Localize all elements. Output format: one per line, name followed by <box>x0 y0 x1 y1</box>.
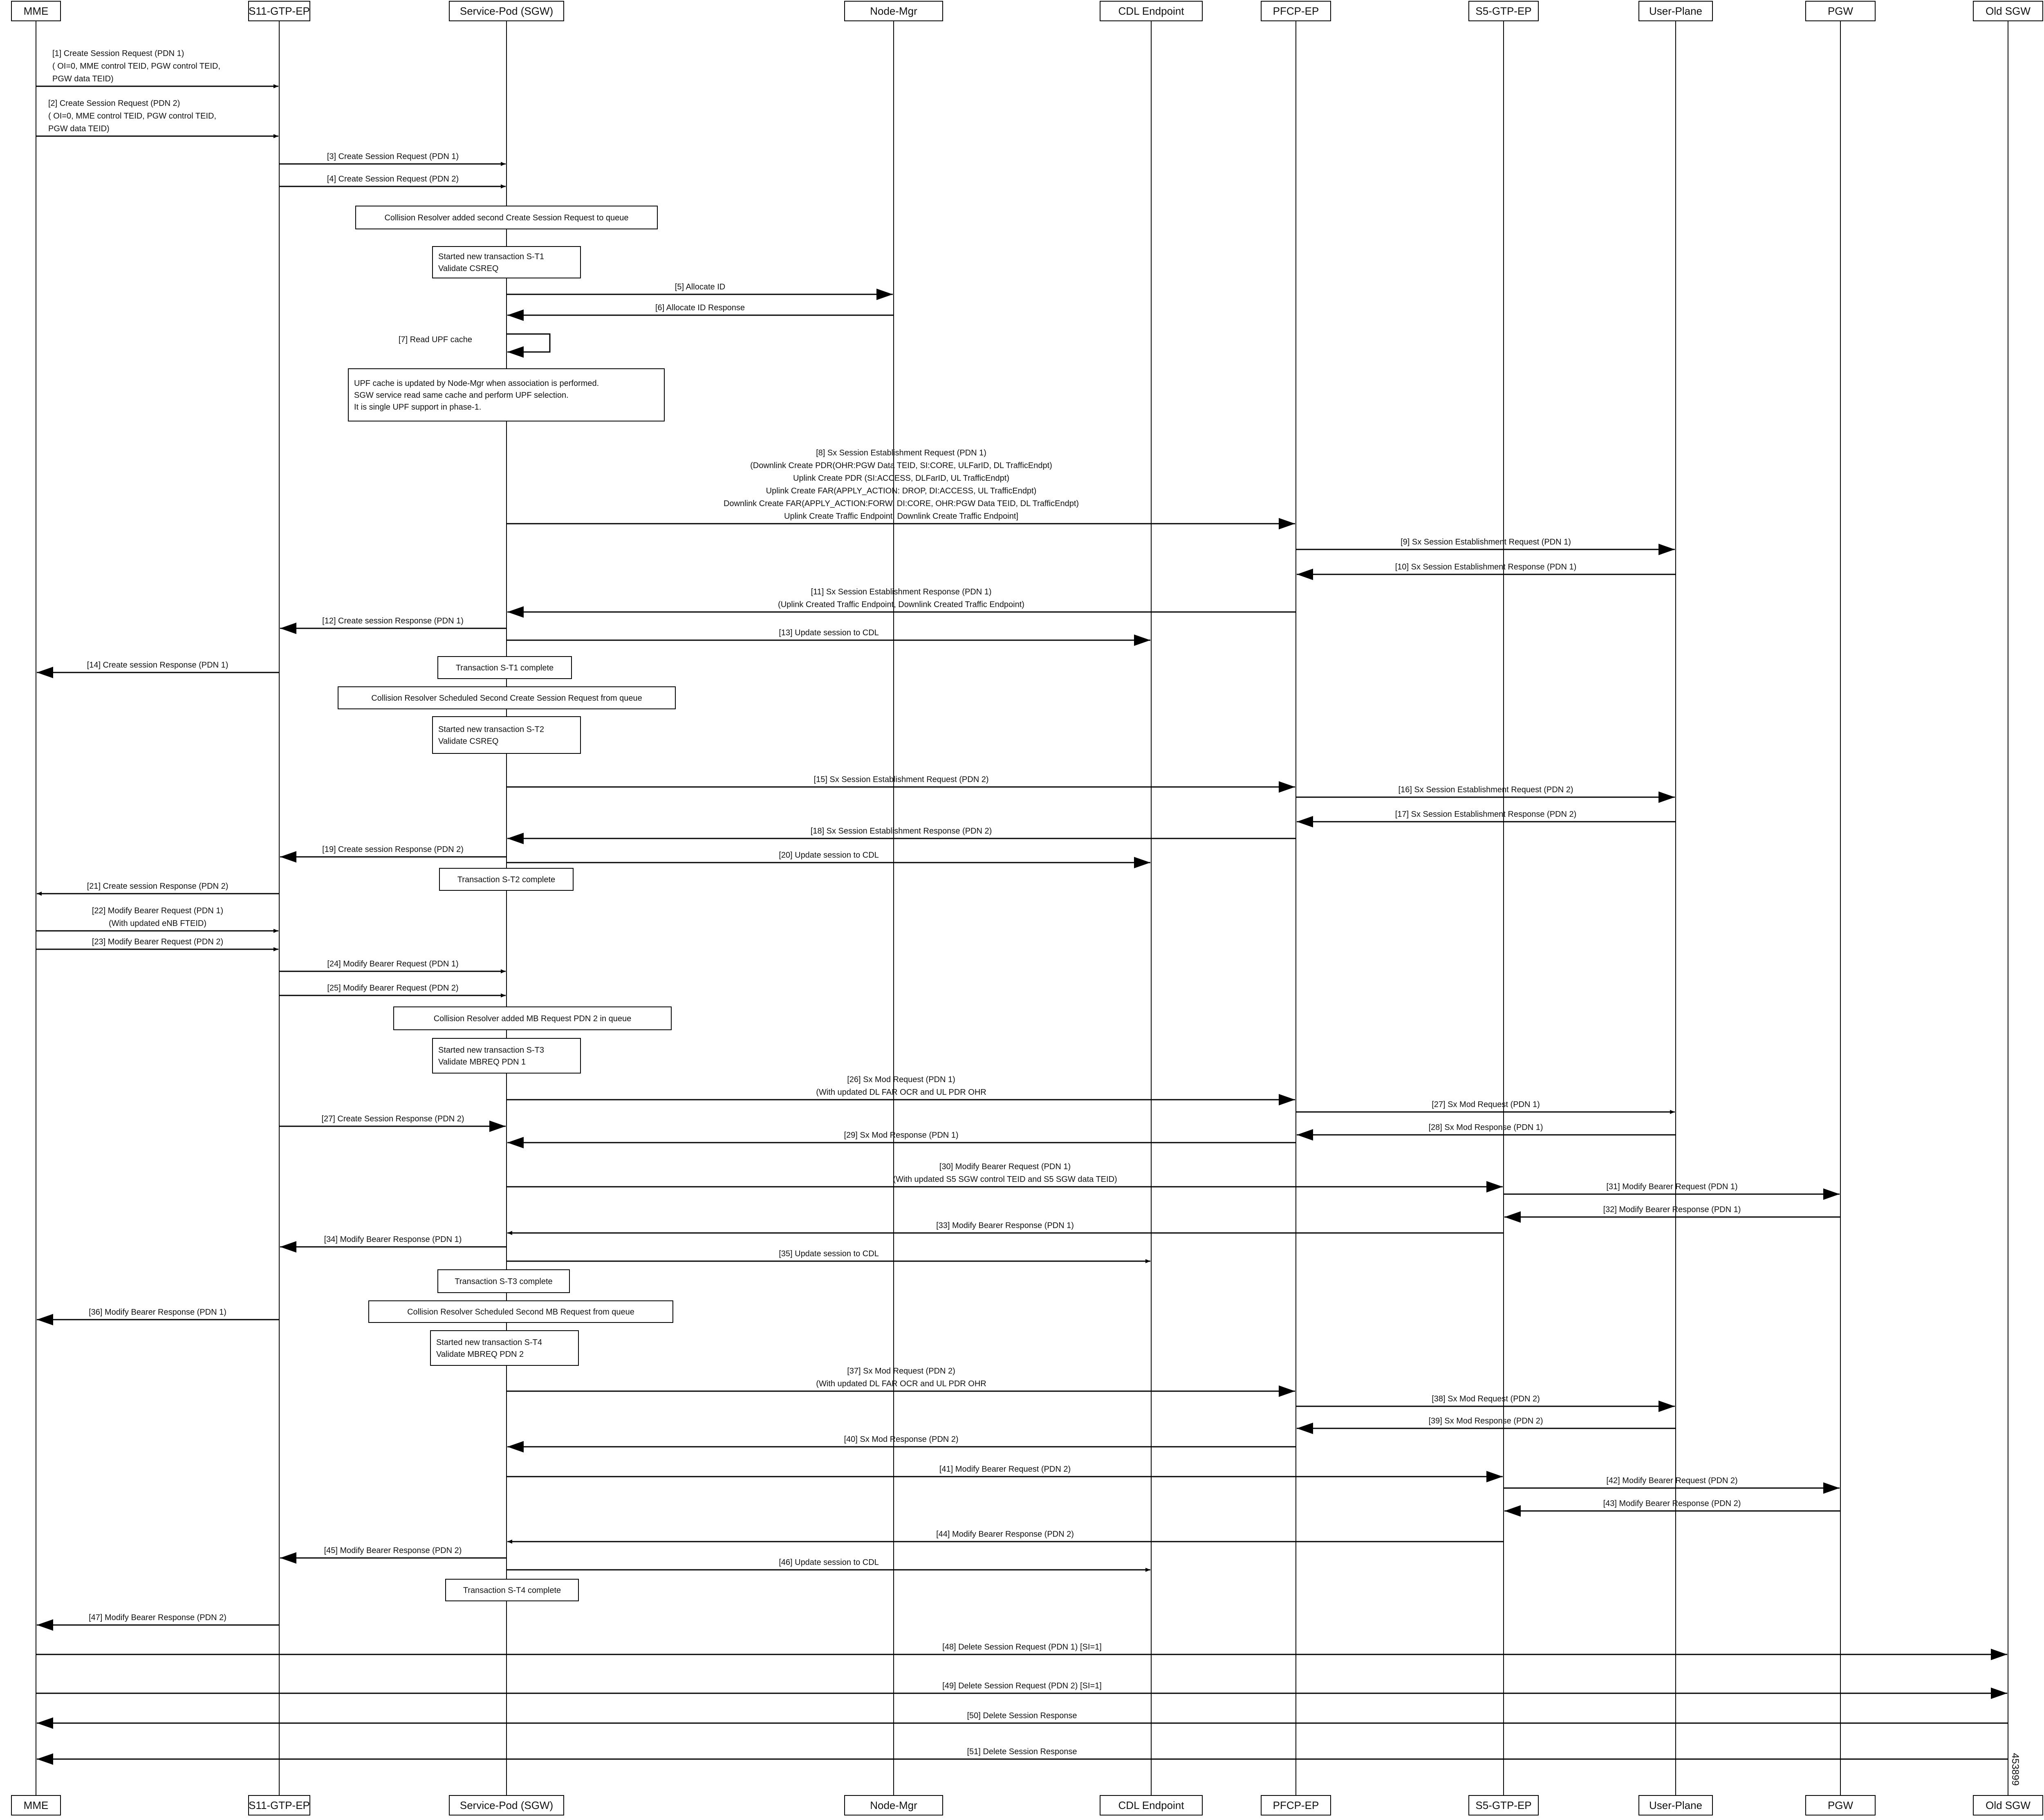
message-label: [36] Modify Bearer Response (PDN 1) <box>89 1308 226 1317</box>
message-13 <box>507 628 1150 640</box>
message-label: [20] Update session to CDL <box>779 851 879 860</box>
message-label: [15] Sx Session Establishment Request (PDN 2) <box>814 775 989 784</box>
note-5 <box>338 687 675 709</box>
participant-box-mme-bottom <box>11 1795 61 1815</box>
participant-label: Node-Mgr <box>870 5 917 17</box>
participant-label: MME <box>23 5 49 17</box>
participant-box-user-plane-top <box>1639 1 1712 21</box>
message-12 <box>280 616 507 628</box>
message-label: [27] Sx Mod Request (PDN 1) <box>1432 1100 1540 1109</box>
note-3 <box>348 369 664 421</box>
participant-box-node-mgr-top <box>845 1 943 21</box>
participant-box-s11-gtp-ep-bottom <box>249 1795 310 1815</box>
message-41 <box>507 1435 1296 1447</box>
figure-id: 453899 <box>2010 1753 2021 1786</box>
participant-label: PFCP-EP <box>1273 5 1319 17</box>
participant-label: Service-Pod (SGW) <box>459 1799 554 1811</box>
message-39 <box>1296 1394 1675 1406</box>
message-20 <box>507 851 1150 863</box>
message-8 <box>507 448 1295 524</box>
participant-label: Old SGW <box>1986 5 2031 17</box>
message-label: Downlink Create FAR(APPLY_ACTION:FORW, DI:CORE, OHR:PGW Data TEID, DL TrafficEndpt) <box>723 499 1079 508</box>
message-label: [22] Modify Bearer Request (PDN 1) <box>92 906 224 915</box>
participant-box-old-sgw-top <box>1973 1 2043 21</box>
participant-box-pgw-top <box>1806 1 1875 21</box>
message-label: [33] Modify Bearer Response (PDN 1) <box>936 1221 1074 1230</box>
message-34 <box>507 1221 1504 1233</box>
participant-box-s5-gtp-ep-bottom <box>1469 1795 1538 1815</box>
message-25 <box>279 984 506 995</box>
message-46 <box>280 1546 507 1558</box>
message-6 <box>507 303 894 315</box>
participant-label: PFCP-EP <box>1273 1799 1319 1811</box>
participant-box-node-mgr-bottom <box>845 1795 943 1815</box>
message-label: [30] Modify Bearer Request (PDN 1) <box>939 1162 1071 1171</box>
message-label: [5] Allocate ID <box>675 282 726 291</box>
message-9 <box>1296 538 1675 549</box>
message-30 <box>507 1131 1296 1143</box>
message-22 <box>36 906 278 931</box>
note-text: Validate MBREQ PDN 1 <box>438 1058 526 1067</box>
message-label: [39] Sx Mod Response (PDN 2) <box>1428 1417 1543 1426</box>
message-27 <box>1296 1100 1675 1112</box>
message-47 <box>507 1558 1150 1570</box>
message-label: [6] Allocate ID Response <box>655 303 745 312</box>
message-7 <box>399 334 550 352</box>
message-label: [43] Modify Bearer Response (PDN 2) <box>1603 1499 1741 1508</box>
participant-label: Old SGW <box>1986 1799 2031 1811</box>
participant-box-service-pod-sgw-top <box>449 1 564 21</box>
participant-label: MME <box>23 1799 49 1811</box>
message-label: [9] Sx Session Establishment Request (PDN 1) <box>1401 538 1571 547</box>
message-label: Uplink Create FAR(APPLY_ACTION: DROP, DI:ACCESS, UL TrafficEndpt) <box>766 486 1037 495</box>
message-label: PGW data TEID) <box>48 124 110 133</box>
message-3 <box>279 152 506 164</box>
note-text: Transaction S-T2 complete <box>457 875 556 884</box>
message-label: [4] Create Session Request (PDN 2) <box>327 175 459 184</box>
message-label: [42] Modify Bearer Request (PDN 2) <box>1606 1476 1738 1485</box>
note-text: Started new transaction S-T4 <box>436 1338 542 1347</box>
message-10 <box>1297 563 1676 574</box>
message-44 <box>1504 1499 1840 1511</box>
message-label: [7] Read UPF cache <box>398 335 472 344</box>
message-label: [35] Update session to CDL <box>779 1249 879 1258</box>
message-1 <box>36 49 278 86</box>
participant-label: PGW <box>1827 1799 1853 1811</box>
message-label: [46] Update session to CDL <box>779 1558 879 1567</box>
message-31 <box>507 1162 1503 1187</box>
message-26 <box>507 1075 1295 1100</box>
participant-label: CDL Endpoint <box>1118 1799 1184 1811</box>
message-label: [17] Sx Session Establishment Response (PDN 2) <box>1395 810 1577 819</box>
message-label: (Downlink Create PDR(OHR:PGW Data TEID, SI:CORE, ULFarID, DL TrafficEndpt) <box>750 461 1052 470</box>
message-label: [26] Sx Mod Request (PDN 1) <box>847 1075 955 1084</box>
message-label: [24] Modify Bearer Request (PDN 1) <box>327 959 459 968</box>
message-label: [48] Delete Session Request (PDN 1) [SI=1] <box>942 1643 1102 1652</box>
message-label: [34] Modify Bearer Response (PDN 1) <box>324 1235 462 1244</box>
message-18 <box>507 827 1296 838</box>
message-label: Uplink Create Traffic Endpoint, Downlink Create Traffic Endpoint] <box>784 512 1018 521</box>
message-37 <box>37 1308 279 1320</box>
message-label: [25] Modify Bearer Request (PDN 2) <box>327 984 459 993</box>
message-38 <box>507 1367 1295 1391</box>
message-17 <box>1297 810 1676 822</box>
message-label: [12] Create session Response (PDN 1) <box>322 616 464 625</box>
note-text: Validate CSREQ <box>438 264 499 273</box>
note-4 <box>438 657 572 679</box>
participant-label: User-Plane <box>1649 5 1703 17</box>
message-2 <box>36 99 278 136</box>
participant-label: User-Plane <box>1649 1799 1703 1811</box>
message-label: [18] Sx Session Establishment Response (PDN 2) <box>810 827 992 836</box>
participant-box-s11-gtp-ep-top <box>249 1 310 21</box>
message-label: [45] Modify Bearer Response (PDN 2) <box>324 1546 462 1555</box>
message-label: (With updated DL FAR OCR and UL PDR OHR <box>816 1088 986 1097</box>
participant-label: S11-GTP-EP <box>249 1799 310 1811</box>
message-arrow <box>507 334 550 352</box>
message-label: [44] Modify Bearer Response (PDN 2) <box>936 1530 1074 1539</box>
participant-box-cdl-endpoint-top <box>1100 1 1202 21</box>
note-text: Started new transaction S-T2 <box>438 725 545 734</box>
message-4 <box>279 175 506 186</box>
message-label: [8] Sx Session Establishment Request (PDN 1) <box>816 448 986 457</box>
note-text: Collision Resolver Scheduled Second Create Session Request from queue <box>371 694 642 703</box>
message-label: [13] Update session to CDL <box>779 628 879 637</box>
message-label: [50] Delete Session Response <box>967 1711 1077 1720</box>
message-label: [1] Create Session Request (PDN 1) <box>52 49 184 58</box>
message-21 <box>37 882 279 894</box>
message-43 <box>1504 1476 1840 1488</box>
message-label: [41] Modify Bearer Request (PDN 2) <box>939 1465 1071 1474</box>
note-text: Started new transaction S-T1 <box>438 252 545 261</box>
note-text: Collision Resolver added MB Request PDN 2 in queue <box>433 1014 632 1023</box>
message-label: [2] Create Session Request (PDN 2) <box>48 99 180 108</box>
note-13 <box>446 1579 578 1601</box>
message-40 <box>1297 1417 1676 1428</box>
note-text: Validate MBREQ PDN 2 <box>436 1350 524 1359</box>
message-label: Uplink Create PDR (SI:ACCESS, DLFarID, UL TrafficEndpt) <box>793 474 1010 483</box>
participant-box-s5-gtp-ep-top <box>1469 1 1538 21</box>
participant-label: S11-GTP-EP <box>249 5 310 17</box>
message-15 <box>507 775 1295 787</box>
note-9 <box>433 1038 580 1073</box>
note-frame <box>433 717 580 753</box>
message-label: [23] Modify Bearer Request (PDN 2) <box>92 937 224 946</box>
message-label: [3] Create Session Request (PDN 1) <box>327 152 459 161</box>
note-7 <box>439 868 573 890</box>
participant-box-service-pod-sgw-bottom <box>449 1795 564 1815</box>
note-text: SGW service read same cache and perform UPF selection. <box>354 391 569 400</box>
note-1 <box>356 206 657 229</box>
note-text: Transaction S-T3 complete <box>455 1277 553 1286</box>
message-48 <box>37 1613 279 1625</box>
message-label: [32] Modify Bearer Response (PDN 1) <box>1603 1205 1741 1214</box>
note-10 <box>438 1270 569 1293</box>
message-label: [10] Sx Session Establishment Response (PDN 1) <box>1395 563 1577 572</box>
message-5 <box>507 282 893 294</box>
note-text: Validate CSREQ <box>438 737 499 746</box>
note-11 <box>369 1301 673 1322</box>
message-label: [27] Create Session Response (PDN 2) <box>321 1114 464 1123</box>
participant-box-pgw-bottom <box>1806 1795 1875 1815</box>
note-text: It is single UPF support in phase-1. <box>354 403 482 412</box>
message-24 <box>279 959 506 971</box>
message-52 <box>37 1747 2008 1759</box>
message-label: [38] Sx Mod Request (PDN 2) <box>1432 1394 1540 1403</box>
note-text: Transaction S-T1 complete <box>455 663 554 672</box>
message-label: [51] Delete Session Response <box>967 1747 1077 1756</box>
participant-label: CDL Endpoint <box>1118 5 1184 17</box>
message-51 <box>37 1711 2008 1723</box>
note-6 <box>433 717 580 753</box>
message-42 <box>507 1465 1503 1477</box>
message-label: [37] Sx Mod Request (PDN 2) <box>847 1367 955 1376</box>
message-14 <box>37 661 279 672</box>
participant-box-old-sgw-bottom <box>1973 1795 2043 1815</box>
message-11 <box>507 587 1296 612</box>
note-frame <box>433 247 580 278</box>
message-label: [47] Modify Bearer Response (PDN 2) <box>89 1613 226 1622</box>
note-text: Collision Resolver added second Create Session Request to queue <box>384 213 629 222</box>
participant-box-mme-top <box>11 1 61 21</box>
note-frame <box>430 1331 578 1365</box>
message-35 <box>280 1235 507 1247</box>
message-label: ( OI=0, MME control TEID, PGW control TEID, <box>52 62 221 71</box>
participant-box-cdl-endpoint-bottom <box>1100 1795 1202 1815</box>
participant-label: Node-Mgr <box>870 1799 917 1811</box>
message-label: [49] Delete Session Request (PDN 2) [SI=1] <box>942 1681 1102 1690</box>
message-32 <box>1504 1182 1840 1194</box>
message-28 <box>279 1114 506 1126</box>
message-33 <box>1504 1205 1840 1217</box>
message-label: [19] Create session Response (PDN 2) <box>322 845 464 854</box>
message-45 <box>507 1530 1504 1542</box>
participant-label: Service-Pod (SGW) <box>459 5 554 17</box>
note-text: Collision Resolver Scheduled Second MB Request from queue <box>407 1307 634 1317</box>
note-frame <box>433 1038 580 1073</box>
note-text: UPF cache is updated by Node-Mgr when association is performed. <box>354 379 599 388</box>
message-label: [16] Sx Session Establishment Request (PDN 2) <box>1398 785 1573 794</box>
participant-label: S5-GTP-EP <box>1475 1799 1532 1811</box>
participant-box-pfcp-ep-top <box>1261 1 1331 21</box>
message-label: [14] Create session Response (PDN 1) <box>87 661 229 670</box>
participant-label: S5-GTP-EP <box>1475 5 1532 17</box>
message-label: [40] Sx Mod Response (PDN 2) <box>844 1435 959 1444</box>
note-text: Started new transaction S-T3 <box>438 1046 545 1055</box>
participant-label: PGW <box>1827 5 1853 17</box>
message-label: (With updated eNB FTEID) <box>109 919 206 928</box>
message-label: PGW data TEID) <box>52 74 114 83</box>
message-label: [11] Sx Session Establishment Response (PDN 1) <box>811 587 992 596</box>
message-label: [21] Create session Response (PDN 2) <box>87 882 229 891</box>
message-label: [31] Modify Bearer Request (PDN 1) <box>1606 1182 1738 1191</box>
message-29 <box>1297 1123 1676 1135</box>
message-50 <box>36 1681 2007 1693</box>
message-23 <box>36 937 278 949</box>
note-text: Transaction S-T4 complete <box>463 1586 561 1595</box>
message-19 <box>280 845 507 857</box>
message-16 <box>1296 785 1675 797</box>
participant-box-user-plane-bottom <box>1639 1795 1712 1815</box>
message-label: (With updated DL FAR OCR and UL PDR OHR <box>816 1379 986 1388</box>
note-12 <box>430 1331 578 1365</box>
message-label: [29] Sx Mod Response (PDN 1) <box>844 1131 959 1140</box>
participant-box-pfcp-ep-bottom <box>1261 1795 1331 1815</box>
note-2 <box>433 247 580 278</box>
message-label: [28] Sx Mod Response (PDN 1) <box>1428 1123 1543 1132</box>
note-8 <box>394 1007 671 1030</box>
message-49 <box>36 1643 2007 1654</box>
message-label: (With updated S5 SGW control TEID and S5 SGW data TEID) <box>893 1175 1117 1184</box>
message-36 <box>507 1249 1150 1261</box>
message-label: ( OI=0, MME control TEID, PGW control TEID, <box>48 112 217 121</box>
message-label: (Uplink Created Traffic Endpoint, Downlink Created Traffic Endpoint) <box>778 600 1024 609</box>
